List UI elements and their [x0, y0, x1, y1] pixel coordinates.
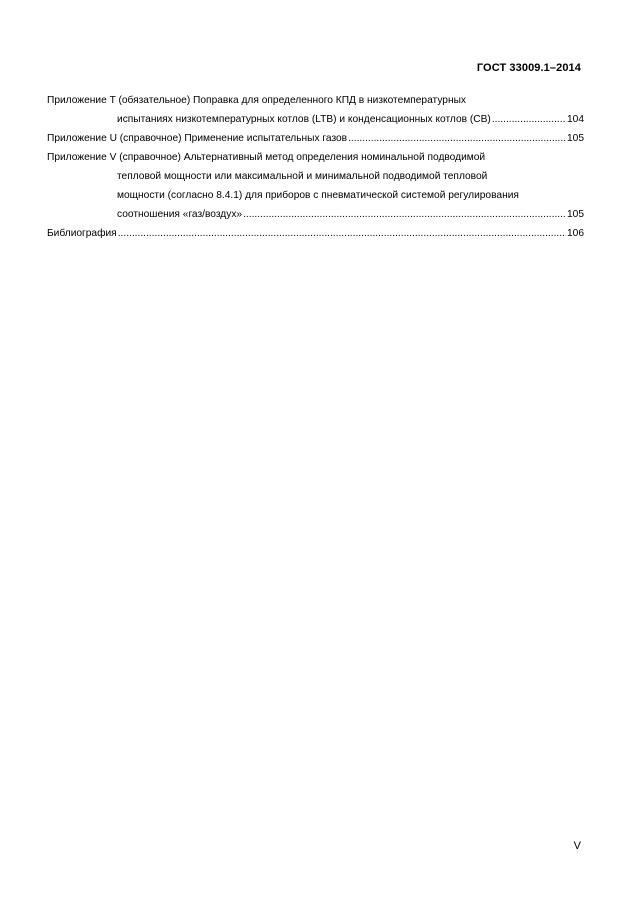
toc-page-number: 105 [567, 133, 584, 144]
toc-entry-appendix-u[interactable] [47, 129, 584, 148]
page-number: V [573, 840, 581, 852]
toc-entry-line: мощности (согласно 8.4.1) для приборов с пневматической системой регулирования [117, 190, 519, 201]
dot-leader [118, 224, 566, 243]
document-code: ГОСТ 33009.1–2014 [476, 62, 581, 74]
dot-leader [243, 205, 566, 224]
toc-entry-line: соотношения «газ/воздух» [117, 209, 243, 220]
toc-entry-line: испытаниях низкотемпературных котлов (LTB) и конденсационных котлов (CB) [117, 114, 491, 125]
toc-entry-appendix-t[interactable] [47, 91, 584, 129]
toc-entry-line: Приложение V (справочное) Альтернативный метод определения номинальной подводимой [47, 152, 486, 163]
toc-entry-line: Приложение U (справочное) Применение испытательных газов [47, 133, 348, 144]
toc-page-number: 104 [567, 114, 584, 125]
toc-entry-last-line [47, 110, 584, 129]
table-of-contents [47, 91, 584, 243]
toc-entry-line: тепловой мощности или максимальной и минимальной подводимой тепловой [117, 171, 488, 182]
dot-leader [348, 129, 566, 148]
toc-entry-line: Приложение T (обязательное) Поправка для определенного КПД в низкотемпературных [47, 95, 467, 106]
toc-entry-bibliography[interactable] [47, 224, 584, 243]
toc-entry-appendix-v[interactable] [47, 148, 584, 224]
toc-entry-last-line [47, 129, 584, 148]
toc-entry-last-line [47, 205, 584, 224]
toc-entry-last-line [47, 224, 584, 243]
toc-page-number: 106 [567, 228, 584, 239]
toc-entry-line: Библиография [47, 228, 117, 239]
toc-page-number: 105 [567, 209, 584, 220]
dot-leader [492, 110, 566, 129]
